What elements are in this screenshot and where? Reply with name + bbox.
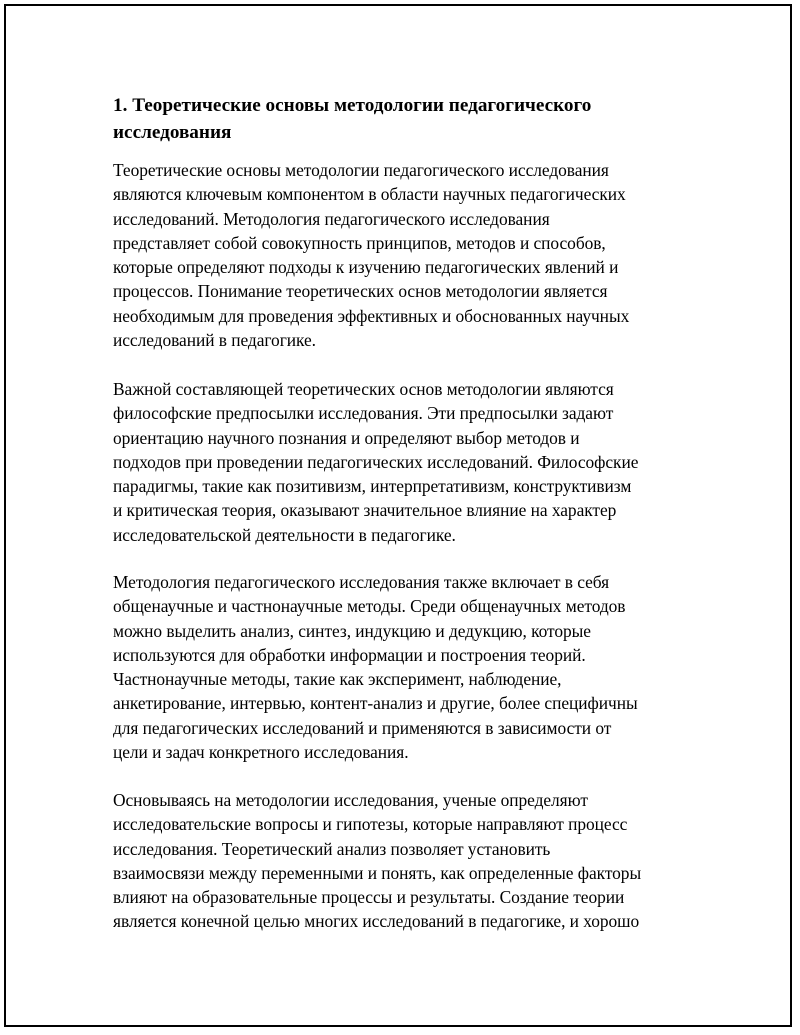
paragraph-line: представляет собой совокупность принципов, методов и способов, <box>113 232 606 253</box>
heading-line: 1. Теоретические основы методологии педагогического <box>113 95 592 116</box>
paragraph-line: исследования. Теоретический анализ позволяет установить <box>113 838 551 859</box>
heading-line: исследования <box>113 122 232 143</box>
paragraph-line: можно выделить анализ, синтез, индукцию и дедукцию, которые <box>113 620 591 641</box>
paragraph-line: используются для обработки информации и построения теорий. <box>113 644 586 665</box>
paragraph-line: процессов. Понимание теоретических основ методологии является <box>113 281 608 302</box>
paragraph-line: исследований. Методология педагогического исследования <box>113 208 550 229</box>
paragraph-philosophical-premises <box>113 377 733 547</box>
paragraph-line: Частнонаучные методы, такие как эксперимент, наблюдение, <box>113 669 562 690</box>
paragraph-line: и критическая теория, оказывают значительное влияние на характер <box>113 500 617 521</box>
paragraph-line: необходимым для проведения эффективных и обоснованных научных <box>113 305 630 326</box>
paragraph-line: влияют на образовательные процессы и результаты. Создание теории <box>113 887 625 908</box>
paragraph-line: цели и задач конкретного исследования. <box>113 742 409 763</box>
paragraph-line: которые определяют подходы к изучению педагогических явлений и <box>113 257 619 278</box>
paragraph-research-methods <box>113 570 733 764</box>
paragraph-line: взаимосвязи между переменными и понять, как определенные факторы <box>113 862 642 883</box>
paragraph-line: являются ключевым компонентом в области научных педагогических <box>113 184 626 205</box>
paragraph-line: исследовательские вопросы и гипотезы, которые направляют процесс <box>113 814 628 835</box>
paragraph-line: подходов при проведении педагогических исследований. Философские <box>113 451 639 472</box>
paragraph-line: Важной составляющей теоретических основ методологии являются <box>113 379 614 399</box>
paragraph-line: парадигмы, такие как позитивизм, интерпретативизм, конструктивизм <box>113 476 632 497</box>
paragraph-line: Методология педагогического исследования также включает в себя <box>113 572 610 592</box>
section-heading <box>113 92 713 146</box>
paragraph-line: Теоретические основы методологии педагогического исследования <box>113 160 609 180</box>
paragraph-line: Основываясь на методологии исследования, ученые определяют <box>113 790 588 810</box>
paragraph-line: исследований в педагогике. <box>113 330 316 351</box>
paragraph-line: философские предпосылки исследования. Эти предпосылки задают <box>113 403 614 424</box>
paragraph-line: общенаучные и частнонаучные методы. Среди общенаучных методов <box>113 596 626 617</box>
paragraph-line: для педагогических исследований и применяются в зависимости от <box>113 717 612 738</box>
paragraph-line: исследовательской деятельности в педагогике. <box>113 524 456 545</box>
paragraph-theoretical-foundations <box>113 158 733 352</box>
paragraph-line: анкетирование, интервью, контент-анализ и другие, более специфичны <box>113 693 638 714</box>
paragraph-line: является конечной целью многих исследований в педагогике, и хорошо <box>113 911 640 932</box>
paragraph-research-questions <box>113 788 733 934</box>
paragraph-line: ориентацию научного познания и определяют выбор методов и <box>113 427 580 448</box>
